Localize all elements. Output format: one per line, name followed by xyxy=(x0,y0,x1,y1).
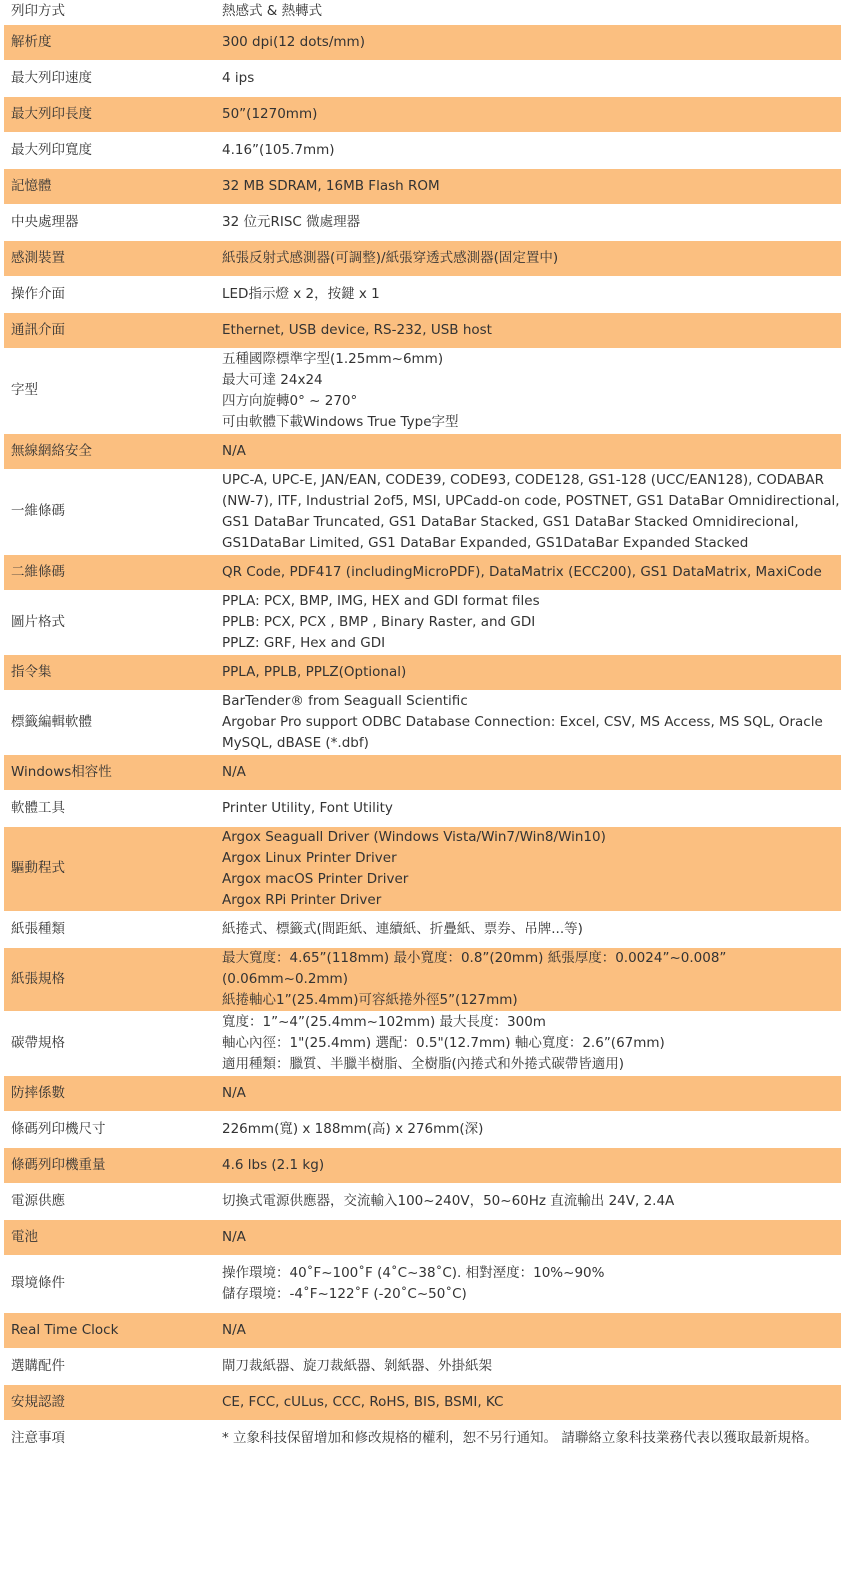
spec-value xyxy=(215,911,841,947)
spec-value-line: N/A xyxy=(222,442,246,459)
spec-label: 最大列印長度 xyxy=(4,96,215,132)
spec-value xyxy=(215,754,841,790)
spec-row xyxy=(4,204,841,240)
spec-label: 中央處理器 xyxy=(4,204,215,240)
spec-label: 軟體工具 xyxy=(4,790,215,826)
spec-value-line: 熱感式 & 熱轉式 xyxy=(222,3,323,20)
spec-label: 碳帶規格 xyxy=(4,1011,215,1075)
spec-value xyxy=(215,554,841,590)
spec-label: 記憶體 xyxy=(4,168,215,204)
spec-value-line: 紙張反射式感測器(可調整)/紙張穿透式感測器(固定置中) xyxy=(222,249,559,266)
spec-value-line: Printer Utility, Font Utility xyxy=(222,799,393,816)
spec-row xyxy=(4,1420,841,1456)
spec-value-line: BarTender® from Seaguall Scientific xyxy=(222,692,468,709)
spec-row xyxy=(4,240,841,276)
spec-value xyxy=(215,590,841,654)
spec-row xyxy=(4,826,841,911)
spec-value xyxy=(215,1075,841,1111)
spec-value-line: (0.06mm~0.2mm) xyxy=(222,970,348,987)
spec-label: Windows相容性 xyxy=(4,754,215,790)
spec-label: 通訊介面 xyxy=(4,312,215,348)
spec-value xyxy=(215,276,841,312)
spec-value xyxy=(215,60,841,96)
spec-value-line: 32 MB SDRAM, 16MB Flash ROM xyxy=(222,177,440,194)
spec-row xyxy=(4,754,841,790)
spec-value-line: 操作環境：40˚F~100˚F (4˚C~38˚C). 相對溼度：10%~90% xyxy=(222,1264,605,1281)
spec-value-line: UPC-A, UPC-E, JAN/EAN, CODE39, CODE93, CODE128, GS1-128 (UCC/EAN128), CODABAR xyxy=(222,471,825,488)
spec-value-line: * 立象科技保留增加和修改規格的權利，恕不另行通知。 請聯絡立象科技業務代表以獲取最新規格。 xyxy=(222,1429,818,1446)
spec-value-line: N/A xyxy=(222,763,246,780)
spec-label: 紙張種類 xyxy=(4,911,215,947)
spec-value-line: Argox macOS Printer Driver xyxy=(222,870,409,887)
spec-value-line: 32 位元RISC 微處理器 xyxy=(222,213,361,230)
spec-value xyxy=(215,1420,841,1456)
spec-label: 條碼列印機尺寸 xyxy=(4,1111,215,1147)
spec-label: 紙張規格 xyxy=(4,947,215,1011)
spec-row xyxy=(4,96,841,132)
spec-value xyxy=(215,312,841,348)
spec-row xyxy=(4,0,841,24)
spec-label: 一維條碼 xyxy=(4,469,215,554)
spec-value xyxy=(215,132,841,168)
spec-label: 二維條碼 xyxy=(4,554,215,590)
spec-row xyxy=(4,312,841,348)
spec-value-line: Argobar Pro support ODBC Database Connection: Excel, CSV, MS Access, MS SQL, Oracle xyxy=(222,713,823,730)
spec-value-line: 紙捲式、標籤式(間距紙、連續紙、折疊紙、票券、吊牌...等) xyxy=(222,920,583,937)
spec-value xyxy=(215,96,841,132)
spec-value-line: QR Code, PDF417 (includingMicroPDF), DataMatrix (ECC200), GS1 DataMatrix, MaxiCode xyxy=(222,563,822,580)
spec-row xyxy=(4,1384,841,1420)
spec-value xyxy=(215,947,841,1011)
spec-row xyxy=(4,132,841,168)
spec-row xyxy=(4,590,841,654)
spec-value xyxy=(215,1183,841,1219)
spec-label: 最大列印寬度 xyxy=(4,132,215,168)
spec-label: 列印方式 xyxy=(4,0,215,24)
spec-row xyxy=(4,24,841,60)
spec-value-line: 4.6 lbs (2.1 kg) xyxy=(222,1156,325,1173)
spec-value-line: 閘刀裁紙器、旋刀裁紙器、剝紙器、外掛紙架 xyxy=(222,1357,492,1374)
spec-value xyxy=(215,24,841,60)
spec-value-line: 切換式電源供應器，交流輸入100~240V，50~60Hz 直流輸出 24V, 2.4A xyxy=(222,1192,675,1209)
spec-value xyxy=(215,1348,841,1384)
spec-row xyxy=(4,654,841,690)
spec-value xyxy=(215,433,841,469)
spec-value xyxy=(215,1011,841,1075)
spec-table xyxy=(4,0,841,1457)
spec-row xyxy=(4,1348,841,1384)
spec-row xyxy=(4,1312,841,1348)
spec-label: 字型 xyxy=(4,348,215,433)
spec-value-line: Argox RPi Printer Driver xyxy=(222,891,382,908)
spec-label: 條碼列印機重量 xyxy=(4,1147,215,1183)
spec-table-body xyxy=(4,0,841,1456)
spec-row xyxy=(4,1255,841,1312)
spec-value xyxy=(215,1384,841,1420)
spec-value-line: N/A xyxy=(222,1228,246,1245)
spec-value-line: 寬度：1”~4”(25.4mm~102mm) 最大長度：300m xyxy=(222,1013,546,1030)
spec-label: Real Time Clock xyxy=(4,1312,215,1348)
spec-row xyxy=(4,433,841,469)
spec-label: 解析度 xyxy=(4,24,215,60)
spec-row xyxy=(4,348,841,433)
spec-label: 指令集 xyxy=(4,654,215,690)
spec-value-line: 4.16”(105.7mm) xyxy=(222,141,335,158)
spec-value xyxy=(215,240,841,276)
spec-label: 驅動程式 xyxy=(4,826,215,911)
spec-label: 電源供應 xyxy=(4,1183,215,1219)
spec-row xyxy=(4,947,841,1011)
spec-value xyxy=(215,348,841,433)
spec-row xyxy=(4,60,841,96)
spec-row xyxy=(4,911,841,947)
spec-label: 安規認證 xyxy=(4,1384,215,1420)
spec-value-line: N/A xyxy=(222,1321,246,1338)
spec-value-line: 4 ips xyxy=(222,69,255,86)
spec-label: 注意事項 xyxy=(4,1420,215,1456)
spec-value-line: Argox Linux Printer Driver xyxy=(222,849,397,866)
spec-value xyxy=(215,654,841,690)
spec-label: 圖片格式 xyxy=(4,590,215,654)
spec-value-line: Ethernet, USB device, RS-232, USB host xyxy=(222,321,492,338)
spec-value-line: 50”(1270mm) xyxy=(222,105,318,122)
spec-value xyxy=(215,790,841,826)
spec-value-line: MySQL, dBASE (*.dbf) xyxy=(222,734,369,751)
spec-value-line: PPLB: PCX, PCX , BMP , Binary Raster, and GDI xyxy=(222,613,536,630)
spec-value-line: 最大可達 24x24 xyxy=(222,371,323,388)
spec-row xyxy=(4,1183,841,1219)
spec-row xyxy=(4,469,841,554)
spec-value-line: 五種國際標準字型(1.25mm~6mm) xyxy=(222,350,444,367)
spec-label: 最大列印速度 xyxy=(4,60,215,96)
spec-value-line: GS1DataBar Limited, GS1 DataBar Expanded, GS1DataBar Expanded Stacked xyxy=(222,534,749,551)
spec-value xyxy=(215,1111,841,1147)
spec-label: 防摔係數 xyxy=(4,1075,215,1111)
spec-value-line: 適用種類：臘質、半臘半樹脂、全樹脂(內捲式和外捲式碳帶皆適用) xyxy=(222,1055,625,1072)
spec-row xyxy=(4,168,841,204)
spec-row xyxy=(4,690,841,754)
spec-label: 感測裝置 xyxy=(4,240,215,276)
spec-value-line: 軸心內徑：1"(25.4mm) 選配：0.5"(12.7mm) 軸心寬度：2.6”(67mm) xyxy=(222,1034,665,1051)
spec-value-line: 300 dpi(12 dots/mm) xyxy=(222,33,365,50)
spec-label: 電池 xyxy=(4,1219,215,1255)
spec-value-line: PPLA, PPLB, PPLZ(Optional) xyxy=(222,663,407,680)
spec-value-line: 最大寬度：4.65”(118mm) 最小寬度：0.8”(20mm) 紙張厚度：0.0024”~0.008” xyxy=(222,949,727,966)
spec-row xyxy=(4,790,841,826)
spec-value xyxy=(215,469,841,554)
spec-value xyxy=(215,168,841,204)
spec-value xyxy=(215,1312,841,1348)
spec-value-line: (NW-7), ITF, Industrial 2of5, MSI, UPCadd-on code, POSTNET, GS1 DataBar Omnidirectional, xyxy=(222,492,840,509)
spec-row xyxy=(4,1219,841,1255)
spec-value-line: PPLA: PCX, BMP, IMG, HEX and GDI format files xyxy=(222,592,540,609)
spec-row xyxy=(4,1111,841,1147)
spec-value-line: 可由軟體下載Windows True Type字型 xyxy=(222,413,459,430)
spec-label: 標籤編輯軟體 xyxy=(4,690,215,754)
spec-label: 操作介面 xyxy=(4,276,215,312)
spec-label: 無線網絡安全 xyxy=(4,433,215,469)
spec-value xyxy=(215,1147,841,1183)
spec-row xyxy=(4,554,841,590)
spec-label: 選購配件 xyxy=(4,1348,215,1384)
spec-value-line: CE, FCC, cULus, CCC, RoHS, BIS, BSMI, KC xyxy=(222,1393,504,1410)
spec-value-line: PPLZ: GRF, Hex and GDI xyxy=(222,634,386,651)
spec-value xyxy=(215,690,841,754)
spec-row xyxy=(4,1011,841,1075)
spec-value-line: 儲存環境：-4˚F~122˚F (-20˚C~50˚C) xyxy=(222,1285,467,1302)
spec-value xyxy=(215,204,841,240)
spec-value xyxy=(215,0,841,24)
spec-value-line: GS1 DataBar Truncated, GS1 DataBar Stacked, GS1 DataBar Stacked Omnidirecional, xyxy=(222,513,799,530)
spec-value-line: Argox Seaguall Driver (Windows Vista/Win7/Win8/Win10) xyxy=(222,828,606,845)
spec-value xyxy=(215,826,841,911)
spec-value-line: 四方向旋轉0° ~ 270° xyxy=(222,392,358,409)
spec-value xyxy=(215,1219,841,1255)
spec-row xyxy=(4,1147,841,1183)
spec-label: 環境條件 xyxy=(4,1255,215,1312)
spec-value-line: 紙捲軸心1”(25.4mm)可容紙捲外徑5”(127mm) xyxy=(222,991,518,1008)
spec-row xyxy=(4,276,841,312)
spec-value xyxy=(215,1255,841,1312)
spec-value-line: N/A xyxy=(222,1084,246,1101)
spec-row xyxy=(4,1075,841,1111)
spec-value-line: LED指示燈 x 2，按鍵 x 1 xyxy=(222,285,380,302)
spec-value-line: 226mm(寬) x 188mm(高) x 276mm(深) xyxy=(222,1120,484,1137)
